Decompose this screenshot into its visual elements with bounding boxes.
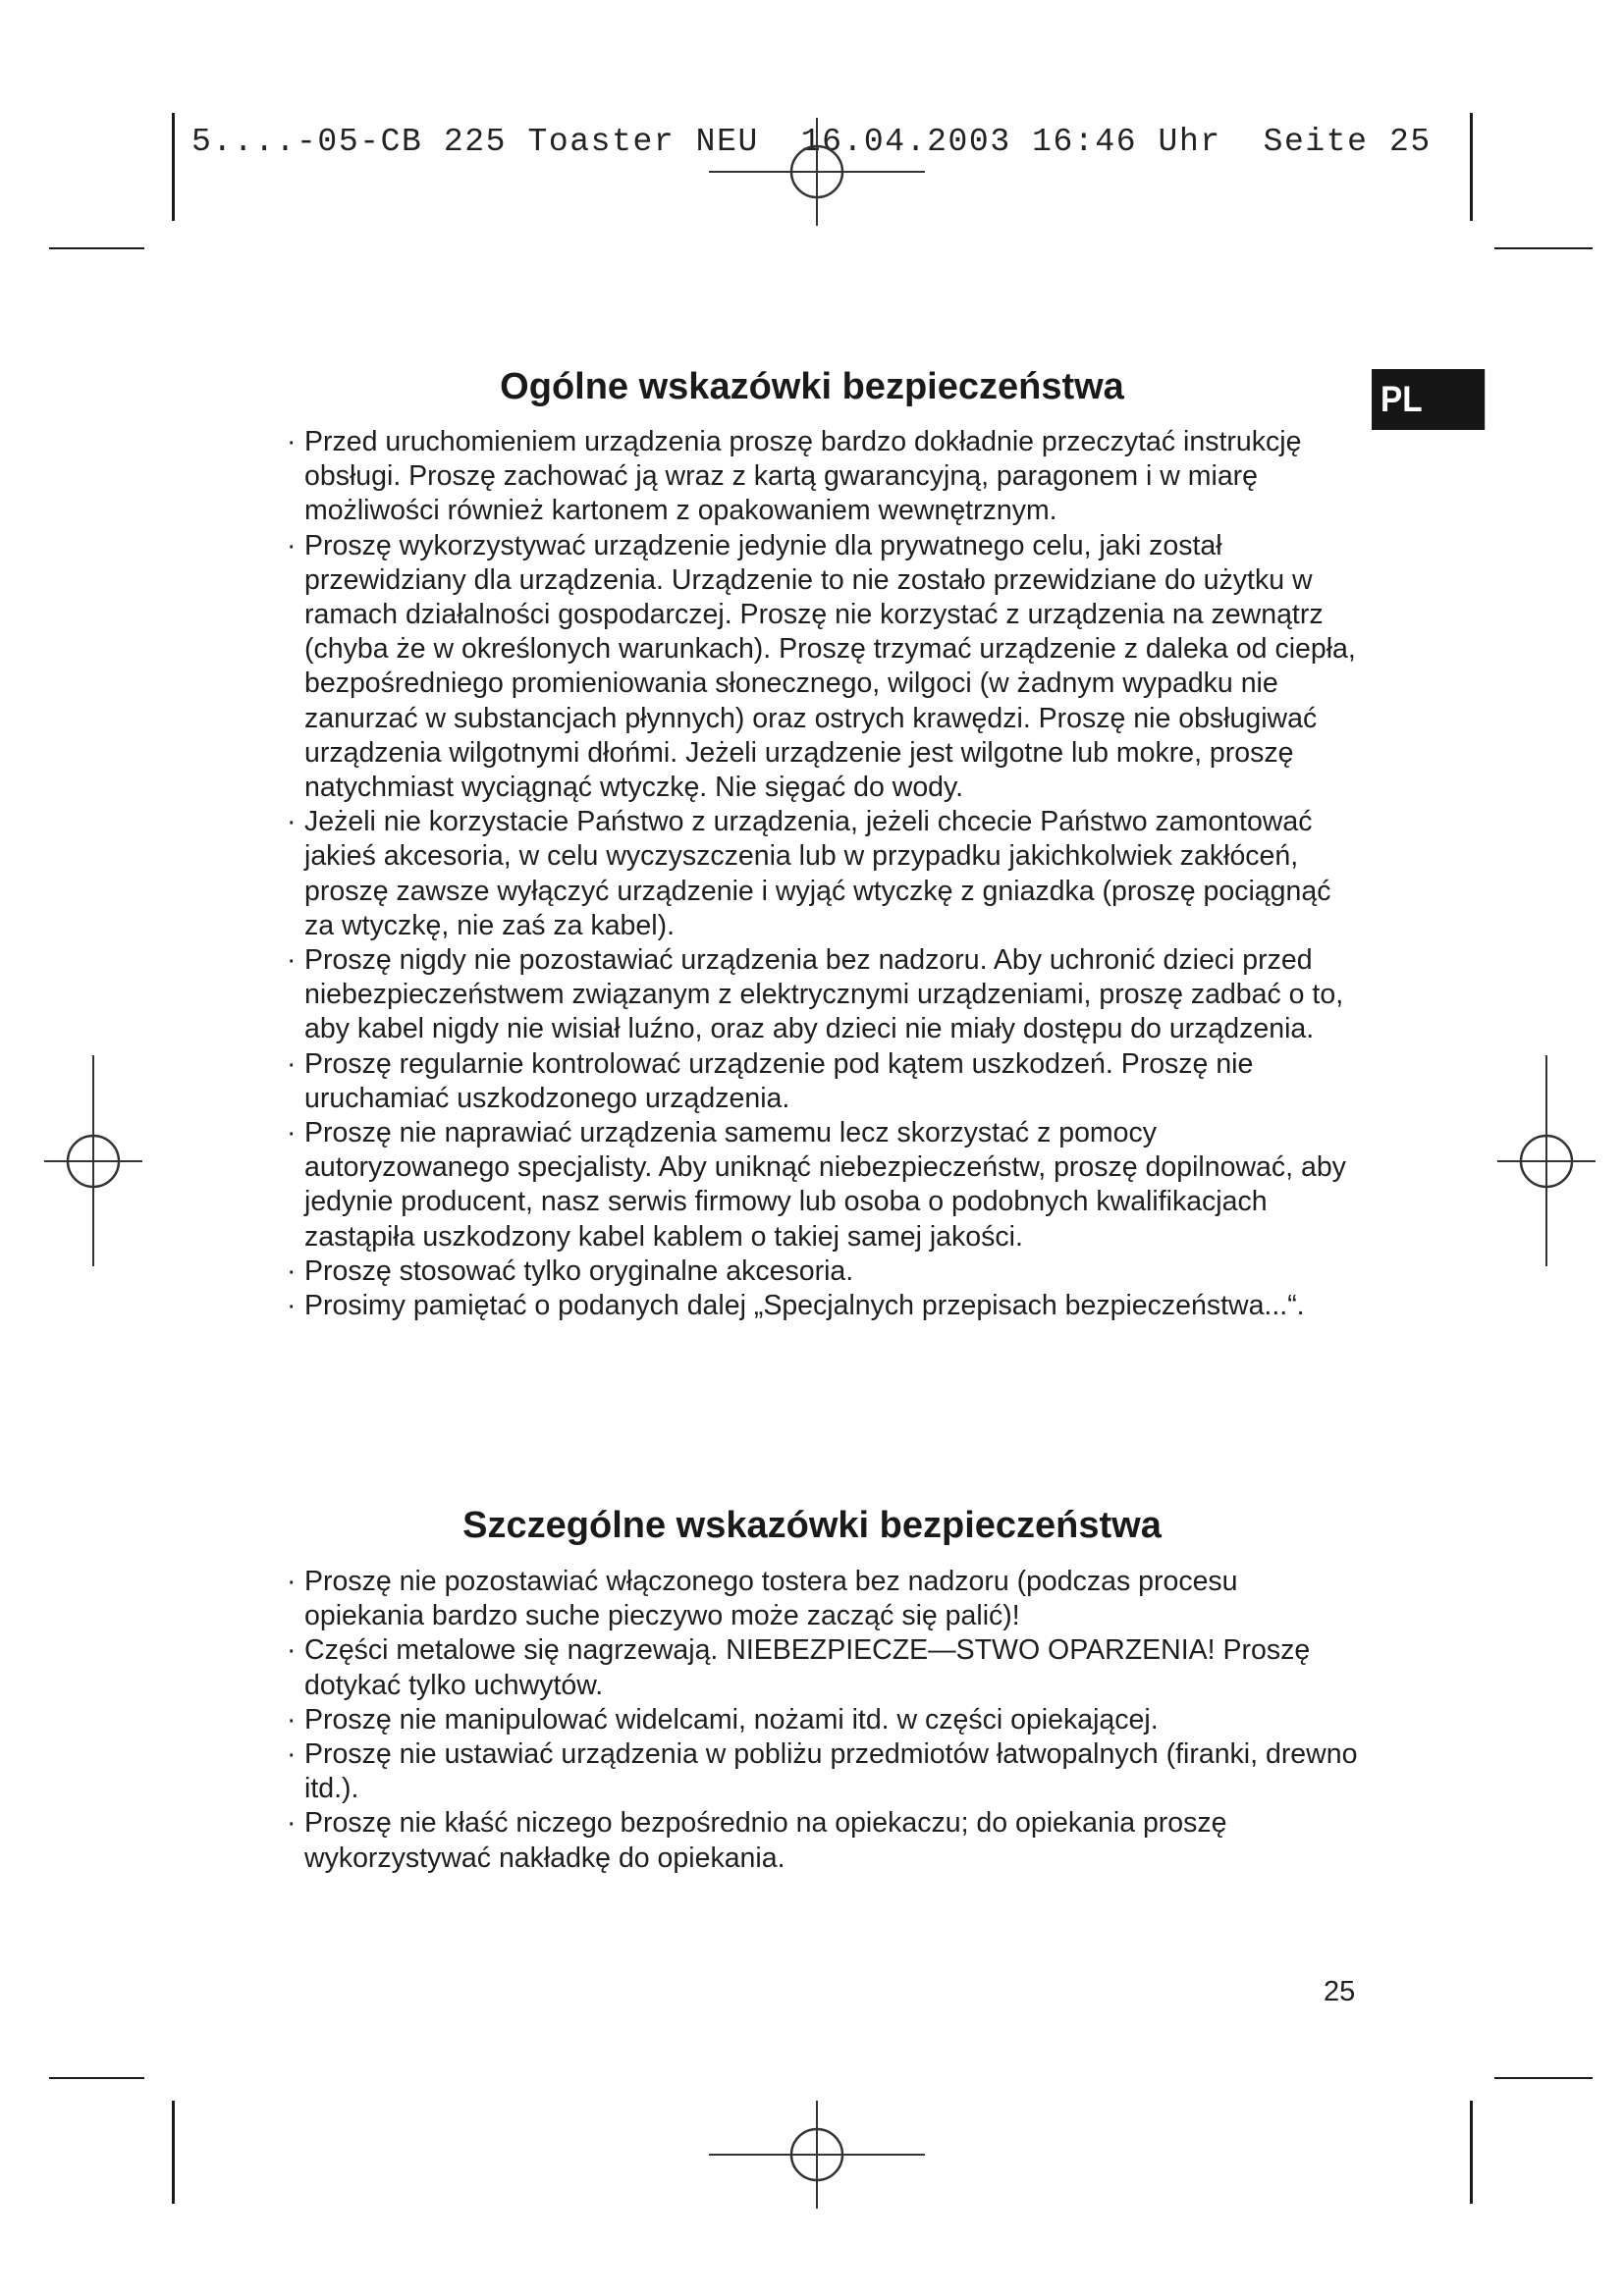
bullet-icon: · <box>287 1566 297 1597</box>
crop-mark-bottom-left-horizontal <box>49 2077 144 2079</box>
list-item: · Proszę nie kłaść niczego bezpośrednio na opiekaczu; do opiekania proszę wykorzystywać nakładkę do opiekania. <box>287 1807 1227 1874</box>
special-safety-list <box>261 1565 1361 1876</box>
bullet-icon: · <box>287 529 297 561</box>
list-item: · Proszę nie pozostawiać włączonego tostera bez nadzoru (podczas procesu opiekania bardzo suche pieczywo może zacząć się palić)! <box>287 1566 1238 1632</box>
registration-mark-bottom-icon <box>709 2101 925 2209</box>
bullet-icon: · <box>287 1703 297 1735</box>
crop-mark-bottom-right-horizontal <box>1494 2077 1593 2079</box>
crop-mark-top-left-vertical <box>172 113 175 221</box>
crop-mark-top-left-horizontal <box>49 247 144 249</box>
bullet-icon: · <box>287 1738 297 1771</box>
registration-mark-top-icon <box>709 118 925 226</box>
language-tab: PL <box>1372 369 1485 430</box>
bullet-icon: · <box>287 806 297 838</box>
list-item: · Proszę stosować tylko oryginalne akcesoria. <box>261 1255 1361 1289</box>
bullet-icon: · <box>287 944 297 977</box>
list-item: · Przed uruchomieniem urządzenia proszę bardzo dokładnie przeczytać instrukcję obsługi. Proszę zachować ją wraz z kartą gwarancyjną, paragonem i w miarę możliwości również kartonem z opakowaniem wewnętrznym. <box>287 426 1302 527</box>
bullet-icon: · <box>287 1047 297 1080</box>
list-item: · Proszę regularnie kontrolować urządzenie pod kątem uszkodzeń. Proszę nie uruchamiać uszkodzonego urządzenia. <box>287 1047 1254 1114</box>
bullet-icon: · <box>287 426 297 457</box>
page-number: 25 <box>1324 1976 1356 2007</box>
crop-mark-top-right-vertical <box>1470 113 1473 221</box>
list-item: · Prosimy pamiętać o podanych dalej „Specjalnych przepisach bezpieczeństwa...“. <box>261 1289 1361 1323</box>
bullet-icon: · <box>287 1807 297 1840</box>
bullet-icon: · <box>287 1255 297 1287</box>
crop-mark-bottom-right-vertical <box>1470 2101 1473 2204</box>
list-item: · Proszę wykorzystywać urządzenie jedynie dla prywatnego celu, jaki został przewidziany dla urządzenia. Urządzenie to nie zostało przewidziane do użytku w ramach działalności gospodarczej. Proszę nie korzystać z urządzenia na zewnątrz (chyba że w określonych warunkach). Proszę trzymać urządzenie z daleka od ciepła, bezpośredniego promieniowania słonecznego, wilgoci (w żadnym wypadku nie zanurzać w substancjach płynnych) oraz ostrych krawędzi. Proszę nie obsługiwać urządzenia wilgotnymi dłońmi. Jeżeli urządzenie jest wilgotne lub mokre, proszę natychmiast wyciągnąć wtyczkę. Nie sięgać do wody. <box>287 529 1356 804</box>
section-title-special-safety: Szczególne wskazówki bezpieczeństwa <box>462 1505 1162 1546</box>
registration-mark-right-icon <box>1497 1055 1596 1266</box>
print-slug-line: 5....-05-CB 225 Toaster NEU 16.04.2003 16:46 Uhr Seite 25 <box>191 124 1432 160</box>
bullet-icon: · <box>287 1290 297 1322</box>
crop-mark-top-right-horizontal <box>1494 247 1593 249</box>
list-item: · Proszę nie manipulować widelcami, nożami itd. w części opiekającej. <box>261 1703 1361 1737</box>
section-title-general-safety: Ogólne wskazówki bezpieczeństwa <box>500 366 1124 407</box>
bullet-icon: · <box>287 1117 297 1149</box>
list-item: · Części metalowe się nagrzewają. NIEBEZPIECZE—STWO OPARZENIA! Proszę dotykać tylko uchwytów. <box>287 1634 1311 1701</box>
crop-mark-bottom-left-vertical <box>172 2101 175 2204</box>
list-item: · Proszę nie ustawiać urządzenia w pobliżu przedmiotów łatwopalnych (firanki, drewno itd.). <box>287 1738 1358 1805</box>
general-safety-list <box>261 425 1361 1323</box>
list-item: · Jeżeli nie korzystacie Państwo z urządzenia, jeżeli chcecie Państwo zamontować jakieś akcesoria, w celu wyczyszczenia lub w przypadku jakichkolwiek zakłóceń, proszę zawsze wyłączyć urządzenie i wyjąć wtyczkę z gniazdka (proszę pociągnąć za wtyczkę, nie zaś za kabel). <box>287 806 1331 941</box>
bullet-icon: · <box>287 1634 297 1667</box>
list-item: · Proszę nigdy nie pozostawiać urządzenia bez nadzoru. Aby uchronić dzieci przed niebezpieczeństwem związanym z elektrycznymi urządzeniami, proszę zadbać o to, aby kabel nigdy nie wisiał luźno, oraz aby dzieci nie miały dostępu do urządzenia. <box>287 944 1344 1045</box>
list-item: · Proszę nie naprawiać urządzenia samemu lecz skorzystać z pomocy autoryzowanego specjalisty. Aby uniknąć niebezpieczeństw, proszę dopilnować, aby jedynie producent, nasz serwis firmowy lub osoba o podobnych kwalifikacjach zastąpiła uszkodzony kabel kablem o takiej samej jakości. <box>287 1117 1346 1253</box>
registration-mark-left-icon <box>44 1055 142 1266</box>
